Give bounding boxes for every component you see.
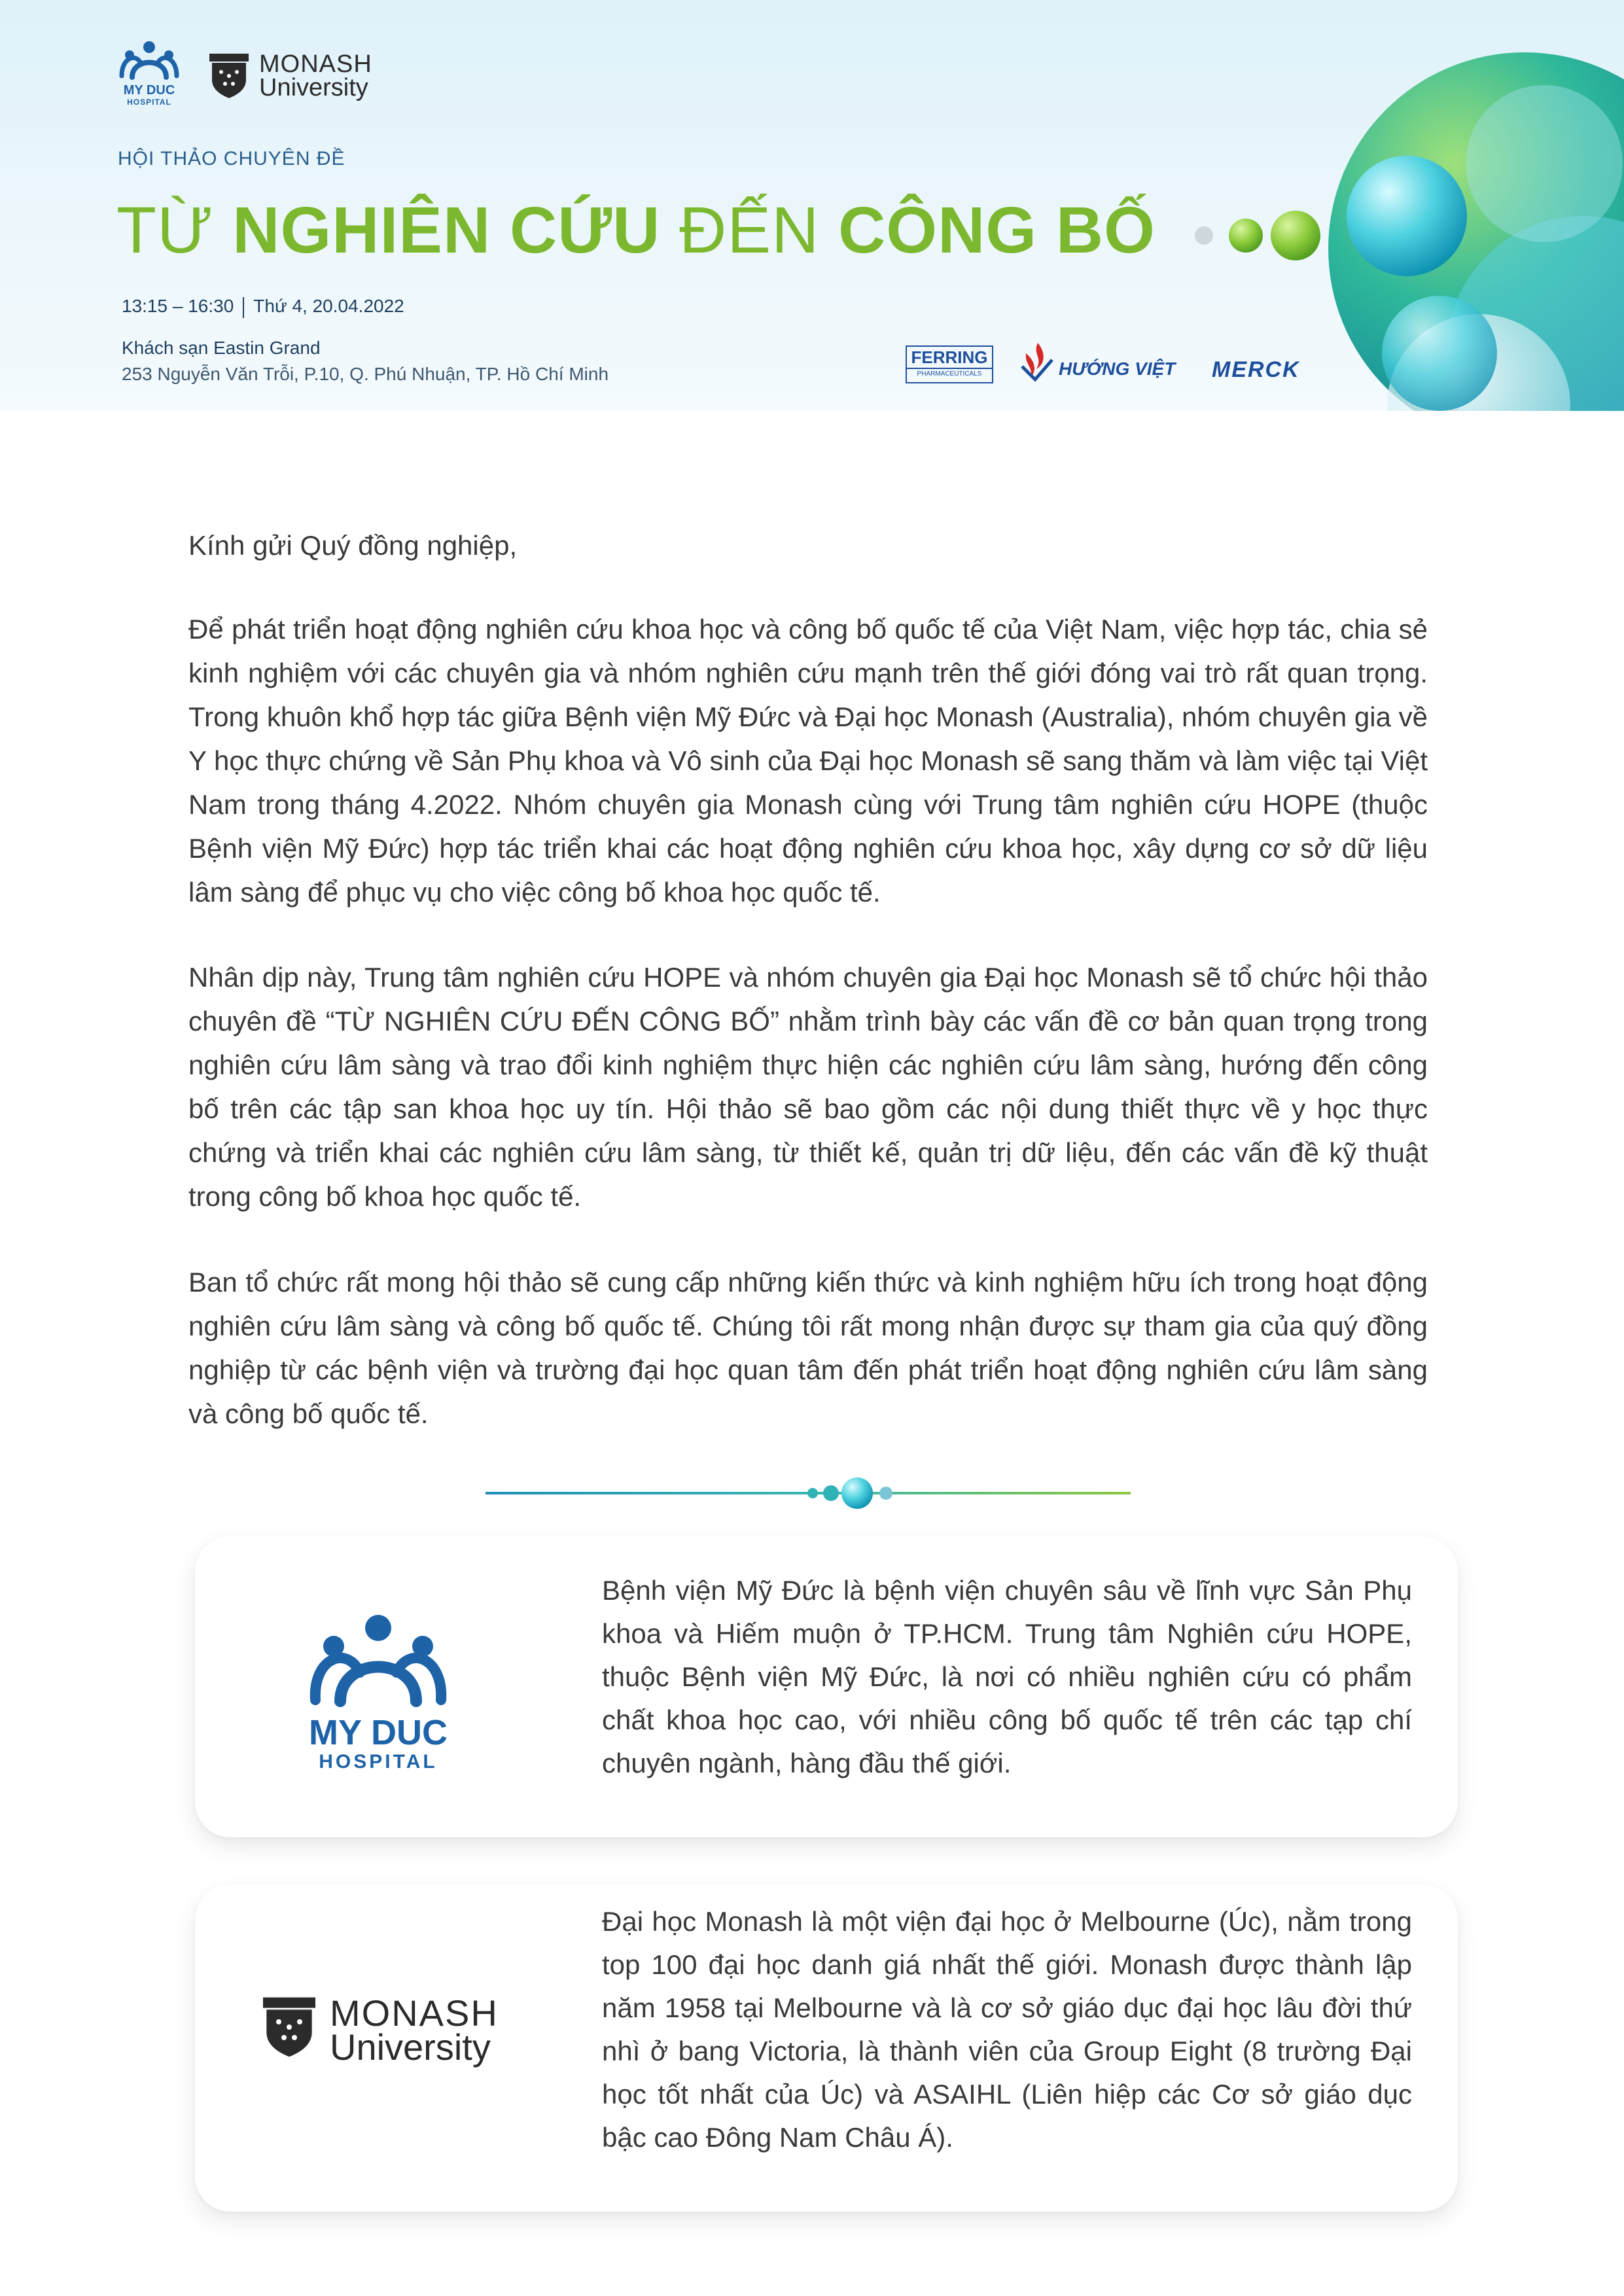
myduc-logo-text: MY DUC (123, 83, 175, 97)
sponsor-merck-logo: MERCK (1212, 357, 1300, 382)
letter-paragraph-2: Nhân dịp này, Trung tâm nghiên cứu HOPE và nhóm chuyên gia Đại học Monash sẽ tổ chức hội thảo chuyên đề “TỪ NGHIÊN CỨU ĐẾN CÔNG BỐ” nhằm trình bày các vấn đề cơ bản quan trọng trong nghiên cứu lâm sàng và trao đổi kinh nghiệm thực hiện các nghiên cứu lâm sàng, hướng đến công bố trên các tập san khoa học uy tín. Hội thảo sẽ bao gồm các nội dung thiết thực về y học thực chứng và triển khai các nghiên cứu lâm sàng, từ thiết kế, quản trị dữ liệu, đến các vấn đề kỹ thuật trong công bố khoa học quốc tế. (188, 962, 1428, 1212)
title-part-2: NGHIÊN CỨU (232, 194, 661, 267)
title-part-3: ĐẾN (660, 194, 839, 267)
card-myduc-logo-text: MY DUC (308, 1713, 448, 1752)
monash-university-logo (263, 1994, 525, 2079)
myduc-logo-subtext: HOSPITAL (127, 97, 171, 107)
info-card-my-duc (195, 1536, 1458, 1837)
event-header (0, 0, 1624, 411)
event-address: 253 Nguyễn Văn Trỗi, P.10, Q. Phú Nhuận, TP. Hồ Chí Minh (122, 364, 609, 384)
huong-viet-flame-icon (1019, 340, 1056, 382)
event-venue: Khách sạn Eastin Grand (122, 338, 321, 358)
monash-logo-university: University (259, 74, 368, 101)
event-date: Thứ 4, 20.04.2022 (253, 296, 404, 316)
monash-crest-icon (209, 54, 249, 98)
event-kicker: HỘI THẢO CHUYÊN ĐỀ (118, 148, 345, 169)
title-part-1: TỪ (116, 194, 233, 267)
section-divider (485, 1474, 1131, 1513)
card-monash-text: Đại học Monash là một viện đại học ở Melbourne (Úc), nằm trong top 100 đại học danh giá nhất thế giới. Monash được thành lập năm 1958 tại Melbourne và là cơ sở giáo dục đại học lâu đời thứ nhì ở bang Victoria, là thành viên của Group Eight (8 trường Đại học tốt nhất của Úc) và ASAIHL (Liên hiệp các Cơ sở giáo dục bậc cao Đông Nam Châu Á). (602, 1906, 1412, 2153)
time-date-separator (243, 297, 244, 318)
event-time-date (122, 296, 404, 318)
monash-logo-name: MONASH (259, 50, 372, 78)
card-myduc-logo-subtext: HOSPITAL (319, 1751, 438, 1772)
monash-crest-icon (263, 1996, 315, 2058)
my-duc-hospital-logo-icon (116, 38, 182, 107)
card-monash-logo-university: University (330, 2026, 491, 2068)
sponsor-ferring-logo (906, 345, 993, 383)
ferring-name: FERRING (911, 347, 988, 367)
card-my-duc-text: Bệnh viện Mỹ Đức là bệnh viện chuyên sâu về lĩnh vực Sản Phụ khoa và Hiếm muộn ở TP.HCM. Trung tâm Nghiên cứu HOPE, thuộc Bệnh viện Mỹ Đức, là nơi có nhiều nghiên cứu có phẩm chất khoa học cao, với nhiều công bố quốc tế trên các tạp chí chuyên ngành, hàng đầu thế giới. (602, 1575, 1412, 1778)
huong-viet-name: HƯỚNG VIỆT (1059, 359, 1176, 379)
letter-paragraph-3: Ban tổ chức rất mong hội thảo sẽ cung cấp những kiến thức và kinh nghiệm hữu ích trong hoạt động nghiên cứu lâm sàng và công bố quốc tế. Chúng tôi rất mong nhận được sự tham gia của quý đồng nghiệp từ các bệnh viện và trường đại học quan tâm đến phát triển hoạt động nghiên cứu lâm sàng và công bố quốc tế. (188, 1267, 1428, 1429)
letter-paragraph-1: Để phát triển hoạt động nghiên cứu khoa học và công bố quốc tế của Việt Nam, việc hợp tác, chia sẻ kinh nghiệm với các chuyên gia và nhóm nghiên cứu mạnh trên thế giới đóng vai trò rất quan trọng. Trong khuôn khổ hợp tác giữa Bệnh viện Mỹ Đức và Đại học Monash (Australia), nhóm chuyên gia về Y học thực chứng về Sản Phụ khoa và Vô sinh của Đại học Monash sẽ sang thăm và làm việc tại Việt Nam trong tháng 4.2022. Nhóm chuyên gia Monash cùng với Trung tâm nghiên cứu HOPE (thuộc Bệnh viện Mỹ Đức) hợp tác triển khai các hoạt động nghiên cứu khoa học, xây dựng cơ sở dữ liệu lâm sàng để phục vụ cho việc công bố khoa học quốc tế. (188, 614, 1428, 908)
event-time: 13:15 – 16:30 (122, 296, 234, 316)
event-title (116, 191, 1156, 270)
title-part-4: CÔNG BỐ (838, 194, 1156, 267)
salutation: Kính gửi Quý đồng nghiệp, (188, 530, 518, 561)
my-duc-hospital-logo-icon (304, 1608, 453, 1772)
ferring-sub: PHARMACEUTICALS (907, 368, 992, 380)
card-monash-logo-name: MONASH (330, 1992, 499, 2034)
info-card-monash (195, 1884, 1458, 2212)
